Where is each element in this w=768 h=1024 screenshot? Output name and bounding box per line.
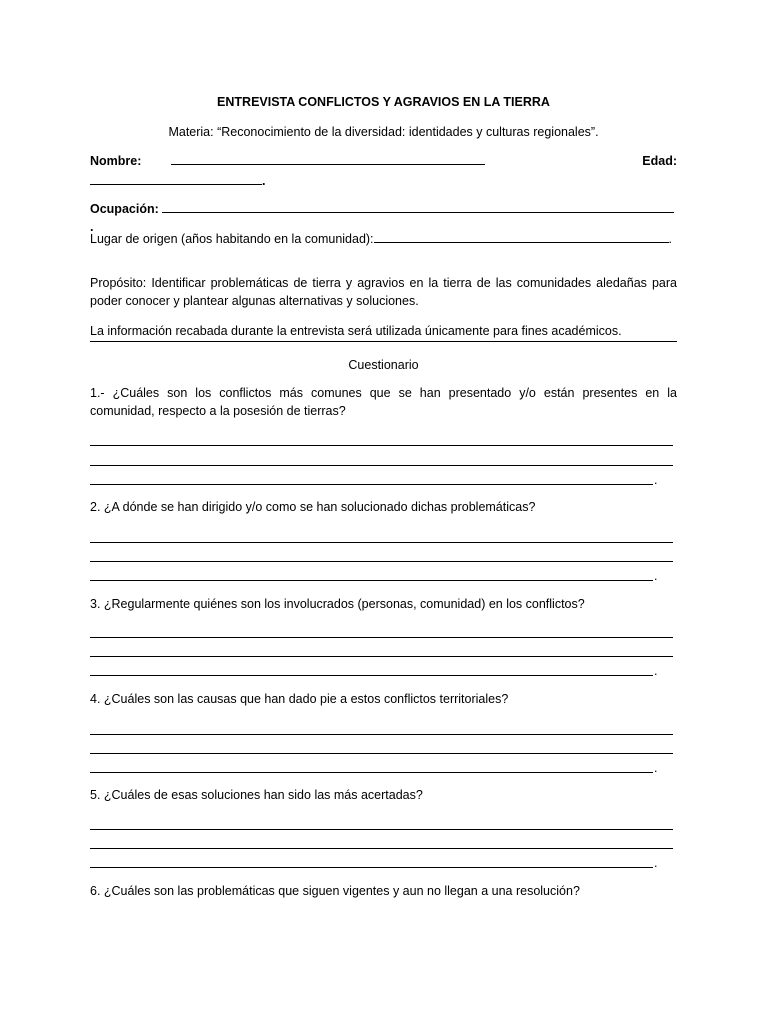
age-label: Edad: [642,154,677,168]
name-label: Nombre: [90,154,142,168]
subject-line: Materia: “Reconocimiento de la diversidad: identidades y culturas regionales”. [168,125,599,139]
answer-2-line-1[interactable] [90,542,673,543]
question-3: 3. ¿Regularmente quiénes son los involucrados (personas, comunidad) en los conflictos? [90,597,585,611]
questionnaire-heading: Cuestionario [348,358,419,372]
age-end: . [262,174,266,188]
document-title: ENTREVISTA CONFLICTOS Y AGRAVIOS EN LA TIERRA [217,95,550,109]
answer-3-line-1[interactable] [90,637,673,638]
purpose-paragraph: Propósito: Identificar problemáticas de tierra y agravios en la tierra de las comunidades aledañas para poder conocer y plantear algunas alternativas y soluciones. [90,276,677,308]
answer-1-line-3[interactable] [90,484,653,485]
occupation-label: Ocupación: [90,202,159,216]
age-line-row [90,171,677,190]
question-5: 5. ¿Cuáles de esas soluciones han sido las más acertadas? [90,788,423,802]
answer-1-line-1[interactable] [90,445,673,446]
occupation-end: . [90,220,94,234]
question-1: 1.- ¿Cuáles son los conflictos más comunes que se han presentado y/o están presentes en la comunidad, respecto a la posesión de tierras? [90,386,677,418]
answer-1-line-2[interactable] [90,465,673,466]
answer-2-line-2[interactable] [90,561,673,562]
answer-3-line-2[interactable] [90,656,673,657]
answer-4-line-1[interactable] [90,734,673,735]
answer-5-line-3[interactable] [90,867,653,868]
answer-2-end: . [654,569,658,583]
answer-3-line-3[interactable] [90,675,653,676]
question-6: 6. ¿Cuáles son las problemáticas que siguen vigentes y aun no llegan a una resolución? [90,884,580,898]
origin-end: . [668,232,673,246]
origin-row [90,229,677,248]
origin-label: Lugar de origen (años habitando en la comunidad): [90,232,374,246]
answer-3-end: . [654,664,658,678]
occupation-field[interactable] [162,199,674,213]
name-field[interactable] [171,151,485,165]
answer-4-end: . [654,761,658,775]
answer-5-line-1[interactable] [90,829,673,830]
answer-5-end: . [654,856,658,870]
notice-text: La información recabada durante la entrevista será utilizada únicamente para fines académicos. [90,322,677,342]
age-field[interactable] [90,171,262,185]
answer-1-end: . [654,473,658,487]
question-2: 2. ¿A dónde se han dirigido y/o como se han solucionado dichas problemáticas? [90,500,536,514]
answer-2-line-3[interactable] [90,580,653,581]
origin-field[interactable] [374,229,669,243]
name-age-row [90,151,677,170]
answer-4-line-2[interactable] [90,753,673,754]
question-4: 4. ¿Cuáles son las causas que han dado pie a estos conflictos territoriales? [90,692,509,706]
answer-5-line-2[interactable] [90,848,673,849]
answer-4-line-3[interactable] [90,772,653,773]
